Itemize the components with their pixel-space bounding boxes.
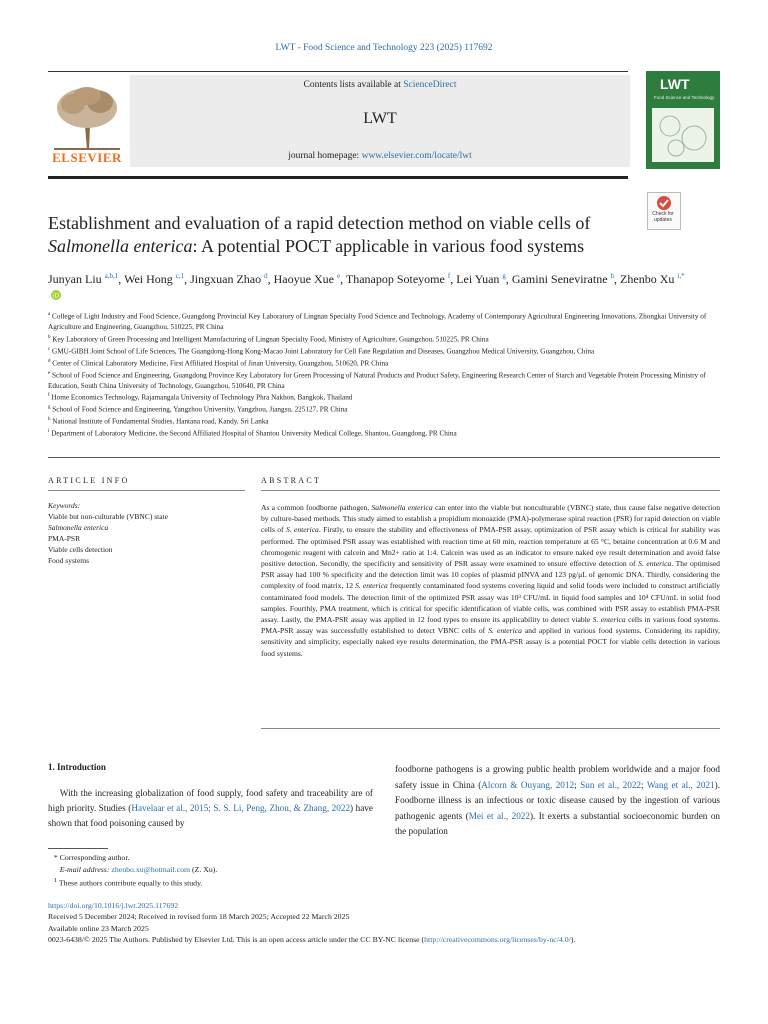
header-rule-bottom	[48, 176, 628, 179]
intro-text: With the increasing globalization of food supply, food safety and traceability are of high priority. Studies (	[48, 788, 373, 814]
author-name[interactable]: Haoyue Xue	[273, 272, 337, 286]
affiliation-text: Key Laboratory of Green Processing and Intelligent Manufacturing of Lingnan Specialty Food, Ministry of Agriculture, Guangzhou, 510225, PR China	[50, 334, 489, 343]
author-affiliation-marker[interactable]: i,*	[677, 272, 685, 280]
citation-link[interactable]: ; S. S. Li, Peng, Zhou, & Zhang, 2022	[208, 803, 351, 814]
affiliation-item	[48, 333, 728, 345]
author-affiliation-marker[interactable]: h	[610, 272, 615, 280]
affiliation-list	[48, 310, 728, 439]
keyword-item: Salmonella enterica	[48, 523, 109, 532]
author-name[interactable]: Wei Hong	[124, 272, 176, 286]
affiliation-marker: c	[48, 346, 51, 352]
article-title	[48, 212, 638, 258]
contents-prefix: Contents lists available at	[303, 80, 404, 90]
title-line-1: Establishment and evaluation of a rapid detection method on viable cells of	[48, 213, 591, 233]
author-affiliation-marker[interactable]: c,1	[175, 272, 185, 280]
author-affiliation-marker[interactable]: a,b,1	[104, 272, 119, 280]
author-name[interactable]: Lei Yuan	[456, 272, 503, 286]
affiliation-marker: g	[48, 405, 51, 411]
email-suffix: (Z. Xu).	[190, 864, 218, 874]
citation-link[interactable]: Alcorn & Ouyang, 2012	[481, 779, 575, 790]
keyword-item: Viable but non-culturable (VBNC) state	[48, 512, 168, 521]
intro-text: ) have shown that food poisoning caused by	[48, 803, 373, 829]
footnote-corresponding: * Corresponding author.	[48, 853, 130, 862]
citation-link[interactable]: Mei et al., 2022	[468, 810, 530, 821]
affiliation-text: College of Light Industry and Food Science, Guangdong Provincial Key Laboratory of Lingnan Specialty Food Science and Technology, Academy of Contemporary Agricultural Engineering Innovations, Zhongkai University of Agriculture and Engineering, Guangzhou, 510225, PR China	[48, 312, 707, 331]
author-name[interactable]: Gamini Seneviratne	[511, 272, 611, 286]
author-name[interactable]: Jingxuan Zhao	[190, 272, 265, 286]
email-link[interactable]: zhenbo.xu@hotmail.com	[111, 864, 191, 874]
affiliation-marker: d	[48, 358, 51, 364]
affiliation-text: GMU-GIBH Joint School of Life Sciences, The Guangdong-Hong Kong-Macao Joint Laboratory for Cell Fate Regulation and Diseases, Guangzhou Medical University, Guangzhou, China	[50, 346, 595, 355]
citation-link[interactable]: Wang et al., 2021	[646, 779, 715, 790]
available-online: Available online 23 March 2025	[48, 923, 149, 933]
author-affiliation-marker[interactable]: d	[264, 272, 268, 280]
affiliation-item	[48, 391, 728, 403]
svg-text:iD: iD	[52, 292, 60, 300]
citation-link[interactable]: Havelaar et al., 2015	[131, 803, 209, 814]
keyword-item: Viable cells detection	[48, 545, 113, 554]
keywords-block	[48, 500, 248, 566]
journal-homepage-link[interactable]: www.elsevier.com/locate/lwt	[361, 151, 472, 161]
author-name[interactable]: Zhenbo Xu	[620, 272, 678, 286]
intro-paragraph-right	[395, 762, 720, 840]
footnote-email	[48, 864, 720, 876]
intro-text: foodborne pathogens is a growing public health problem worldwide and a major food safety issue in China (	[395, 764, 720, 790]
abstract-heading: ABSTRACT	[261, 476, 322, 485]
affiliation-item	[48, 415, 728, 427]
doi-block	[48, 900, 720, 946]
species-name: S. enterica	[285, 525, 319, 535]
affiliation-text: Department of Laboratory Medicine, the Second Affiliated Hospital of Shantou University Medical College, Shantou, Guangdong, PR China	[49, 429, 457, 438]
affiliation-text: School of Food Science and Engineering, Guangdong Province Key Laboratory for Green Processing of Natural Products and Product Safety, Engineering Research Center of Starch and Vegetable Protein Processing Ministry of Education, South China University of Technology, Guangzhou, 510640, PR China	[48, 370, 706, 390]
cover-artwork-icon	[652, 108, 714, 162]
affiliation-text: School of Food Science and Engineering, Yangzhou University, Yangzhou, Jiangsu, 225127, PR China	[50, 405, 348, 414]
cover-title: LWT	[660, 76, 690, 92]
keyword-list	[48, 511, 248, 566]
affiliation-marker: i	[48, 429, 50, 435]
license-link[interactable]: http://creativecommons.org/licenses/by-nc/4.0/	[424, 935, 571, 945]
keyword-item: Food systems	[48, 556, 90, 565]
keywords-label: Keywords:	[48, 501, 81, 510]
affiliation-marker: b	[48, 334, 51, 340]
footnote-equal: $^1$ These authors contribute equally to this study.	[53, 877, 203, 888]
received-dates: Received 5 December 2024; Received in revised form 18 March 2025; Accepted 22 March 2025	[48, 912, 350, 922]
species-name: S. enterica	[355, 581, 388, 591]
affiliation-marker: e	[48, 370, 51, 376]
author-name[interactable]: Junyan Liu	[48, 272, 105, 286]
intro-paragraph-left	[48, 786, 373, 832]
elsevier-wordmark: ELSEVIER	[52, 150, 122, 165]
footnote-rule	[48, 848, 108, 849]
author-name[interactable]: Thanapop Soteyome	[345, 272, 448, 286]
author-affiliation-marker[interactable]: e	[336, 272, 341, 280]
sciencedirect-link[interactable]: ScienceDirect	[403, 80, 457, 90]
doi-link[interactable]: https://doi.org/10.1016/j.lwt.2025.117692	[48, 901, 179, 910]
abstract-bottom-rule	[261, 728, 720, 729]
affiliation-marker: a	[48, 312, 51, 317]
article-info-heading: ARTICLE INFO	[48, 476, 130, 485]
email-label: E-mail address:	[59, 864, 112, 874]
check-updates-icon	[648, 193, 680, 213]
license-suffix: ).	[570, 935, 576, 945]
species-name: S. enterica	[592, 615, 626, 625]
citation-link[interactable]: Sun et al., 2022	[580, 779, 642, 790]
footnote-text: Corresponding author.	[59, 853, 130, 862]
license-text: 0023-6438/© 2025 The Authors. Published by Elsevier Ltd. This is an open access article under the CC BY-NC license (	[48, 935, 425, 945]
author-list: Junyan Liu $^{a,b,1}$, Wei Hong $^{c,1}$, Jingxuan Zhao $^d$, Haoyue Xue $^e$, Thanapop Soteyome $^f$, Lei Yuan $^g$, Gamini Seneviratne $^h$, Zhenbo Xu $^{i,*}$ iD	[48, 272, 685, 300]
affiliation-marker: h	[48, 417, 51, 423]
cover-subtitle: Food Science and Technology	[654, 95, 715, 100]
contents-line	[130, 80, 630, 90]
section-divider	[48, 457, 720, 458]
license-line	[48, 934, 720, 945]
footnote-text: These authors contribute equally to this study.	[58, 878, 203, 888]
abstract-rule	[261, 490, 720, 491]
affiliation-marker: f	[48, 393, 50, 399]
species-name: S. enterica	[638, 559, 672, 569]
affiliation-item	[48, 310, 728, 333]
author-affiliation-marker[interactable]: g	[502, 272, 506, 280]
footnotes	[48, 852, 720, 889]
affiliation-text: National Institute of Fundamental Studies, Hantana road, Kandy, Sri Lanka	[50, 417, 269, 426]
introduction-heading: 1. Introduction	[48, 762, 106, 772]
check-updates-label: Check for updates	[652, 211, 674, 223]
separator: ;	[641, 779, 647, 790]
article-info-rule	[48, 490, 245, 491]
title-species: Salmonella enterica	[48, 236, 193, 256]
affiliation-item	[48, 369, 728, 392]
intro-text: ). Foodborne illness is an infectious or toxic disease caused by the ingestion of various pathogenic agents (	[395, 779, 721, 821]
species-name: S. enterica	[488, 626, 522, 636]
affiliation-item	[48, 403, 728, 415]
title-line-2: : A potential POCT applicable in various food systems	[192, 236, 585, 256]
affiliation-item	[48, 427, 728, 439]
journal-citation[interactable]: LWT - Food Science and Technology 223 (2025) 117692	[275, 43, 493, 53]
separator: ;	[574, 779, 581, 790]
homepage-prefix: journal homepage:	[288, 151, 362, 161]
keyword-item: PMA-PSR	[48, 534, 81, 543]
affiliation-item	[48, 357, 728, 369]
homepage-line	[130, 151, 630, 161]
journal-name: LWT	[363, 110, 397, 127]
abstract-body: As a common foodborne pathogen, Salmonella enterica can enter into the viable but nonculturable (VBNC) state, thus cause false negative detection by culture-based methods. This study aimed to establish a propidium monoazide (PMA)-polymerase spiral reaction (PSR) for rapid detection on viable cells of S. enterica. Firstly, to ensure the stability and effectiveness of PMA-PSR assay, optimization of PSR assay which is critical for stability was performed. The optimised PSR assay was established with reaction time at 60 min, reaction temperature at 65 °C, betaine concentration at 0.6 M and chromogenic reagent with calcein and Mn2+ ratio at 1:4. Calcein was used as an indicator to ensure naked eye result determination and avoid false positive detection. Secondly, the specificity and sensitivity of PSR assay were examined to ensure effective detection of S. enterica. The optimised PSR assay had 100 % specificity and the detection limit was 10 copies of plasmid pINVA and 123 pg/μL of genomic DNA. Thirdly, considering the complexity of food matrix, 12 S. enterica frequently contaminated food systems covering liquid and solid foods were included to construct artificially contaminated food models. The detection limit of the optimized PSR assay was 10³ CFU/mL in liquid food samples and 10⁴ CFU/mL in solid food samples. Fourthly, PMA treatment, which is critical for specific identification of viable cells, was combined with PSR assay to establish PMA-PSR assay. Lastly, the PMA-PSR assay was applied in 12 food types to ensure its applicability to detect viable S. enterica cells in various food systems. PMA-PSR assay was successfully established to detect VBNC cells of S. enterica and applied in various food systems. Considering its rapidity, sensitivity and simplicity, especially naked eye results determination, the PMA-PSR assay is a potential POCT for viable cells detection in various food systems.	[261, 503, 720, 658]
orcid-icon[interactable]	[51, 290, 61, 300]
species-name: Salmonella enterica	[371, 503, 433, 512]
author-affiliation-marker[interactable]: f	[447, 272, 451, 280]
affiliation-text: Home Economics Technology, Rajamangala University of Technology Phra Nakhon, Bangkok, Thailand	[49, 393, 353, 402]
affiliation-item	[48, 345, 728, 357]
intro-text: ). It exerts a substantial socioeconomic burden on the population	[395, 810, 721, 837]
header-rule-top	[48, 71, 628, 72]
affiliation-text: Center of Clinical Laboratory Medicine, First Affiliated Hospital of Jinan University, Guangzhou, 510620, PR China	[50, 358, 389, 367]
